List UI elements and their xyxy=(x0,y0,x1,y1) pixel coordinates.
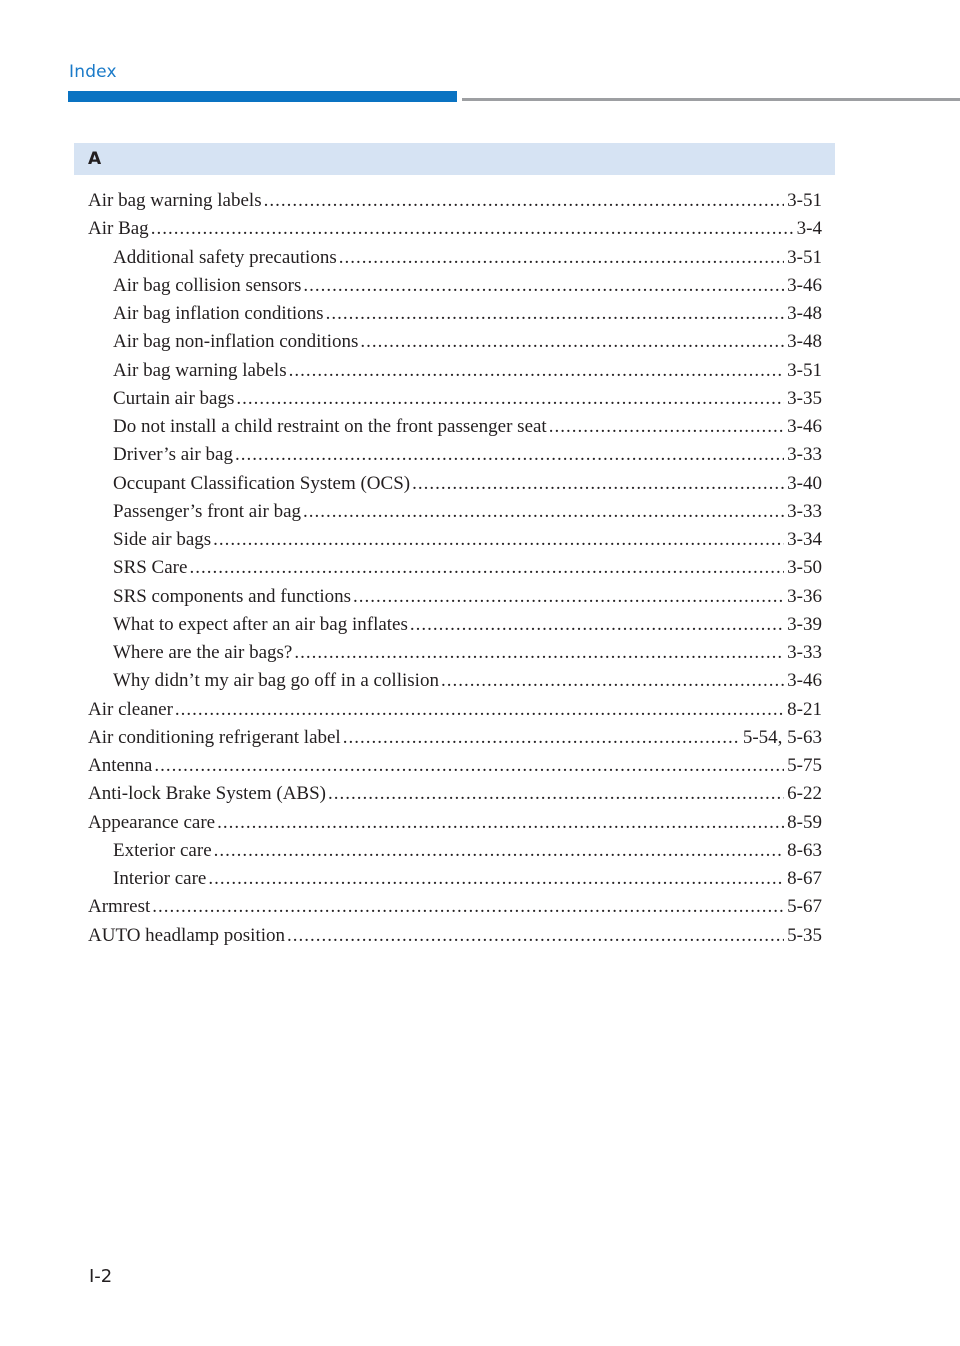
dot-leader xyxy=(326,300,785,328)
dot-leader xyxy=(549,413,784,441)
dot-leader xyxy=(303,272,784,300)
entry-label: Appearance care xyxy=(88,811,216,833)
entry-label: Air bag collision sensors xyxy=(113,274,302,296)
index-subentry xyxy=(88,328,822,356)
entry-page-reference: 3-33 xyxy=(787,500,822,522)
entry-label: Air Bag xyxy=(88,218,149,240)
entry-page-reference: 6-22 xyxy=(787,783,822,805)
dot-leader xyxy=(287,922,784,950)
entry-page-reference: 3-51 xyxy=(787,359,822,381)
entry-label: Curtain air bags xyxy=(113,387,235,409)
section-letter: A xyxy=(88,149,102,169)
entry-label: Air bag inflation conditions xyxy=(113,303,324,324)
index-entry-list xyxy=(88,187,822,950)
page-header-title: Index xyxy=(69,62,117,82)
index-section-header xyxy=(74,143,835,175)
entry-page-reference: 3-46 xyxy=(787,274,822,296)
index-subentry xyxy=(88,639,822,667)
dot-leader xyxy=(441,667,784,695)
dot-leader xyxy=(189,554,784,582)
entry-page-reference: 3-4 xyxy=(796,218,822,240)
dot-leader xyxy=(154,752,784,780)
entry-page-reference: 3-48 xyxy=(787,303,822,324)
index-subentry xyxy=(88,272,822,300)
dot-leader xyxy=(236,385,784,413)
entry-page-reference: 3-50 xyxy=(787,557,822,579)
entry-label: Air conditioning refrigerant label xyxy=(88,726,341,748)
dot-leader xyxy=(175,696,784,724)
entry-label: Side air bags xyxy=(113,529,212,550)
index-subentry xyxy=(88,554,822,582)
entry-page-reference: 3-39 xyxy=(787,613,822,635)
index-subentry xyxy=(88,526,822,554)
entry-label: Air bag non-inflation conditions xyxy=(113,331,359,353)
entry-label: Antenna xyxy=(88,755,153,776)
entry-page-reference: 8-63 xyxy=(787,839,822,861)
entry-label: Air bag warning labels xyxy=(88,190,262,211)
entry-page-reference: 5-35 xyxy=(787,924,822,946)
entry-page-reference: 8-21 xyxy=(787,698,822,720)
entry-page-reference: 3-46 xyxy=(787,416,822,437)
dot-leader xyxy=(208,865,784,893)
dot-leader xyxy=(214,837,785,865)
entry-label: Do not install a child restraint on the front passenger seat xyxy=(113,416,547,437)
index-entry xyxy=(88,809,822,837)
entry-label: Where are the air bags? xyxy=(113,642,293,663)
entry-page-reference: 3-33 xyxy=(787,642,822,663)
dot-leader xyxy=(328,780,784,808)
entry-page-reference: 3-40 xyxy=(787,472,822,494)
index-subentry xyxy=(88,441,822,469)
entry-label: Armrest xyxy=(88,896,151,918)
entry-page-reference: 5-75 xyxy=(787,755,822,776)
dot-leader xyxy=(343,724,740,752)
entry-label: What to expect after an air bag inflates xyxy=(113,613,408,635)
index-subentry xyxy=(88,413,822,441)
dot-leader xyxy=(235,441,784,469)
dot-leader xyxy=(152,893,784,921)
entry-page-reference: 3-33 xyxy=(787,444,822,466)
dot-leader xyxy=(217,809,784,837)
entry-label: Why didn’t my air bag go off in a collision xyxy=(113,670,439,692)
header-divider-rule xyxy=(462,98,960,101)
dot-leader xyxy=(353,583,784,611)
dot-leader xyxy=(410,611,784,639)
entry-label: SRS Care xyxy=(113,557,188,579)
dot-leader xyxy=(213,526,784,554)
entry-page-reference: 3-35 xyxy=(787,387,822,409)
entry-page-reference: 3-51 xyxy=(787,190,822,211)
header-accent-rule xyxy=(68,91,457,102)
index-entry xyxy=(88,893,822,921)
dot-leader xyxy=(289,357,785,385)
entry-label: Additional safety precautions xyxy=(113,246,337,268)
entry-page-reference: 3-36 xyxy=(787,585,822,607)
entry-page-reference: 8-59 xyxy=(787,811,822,833)
entry-label: Interior care xyxy=(113,868,207,889)
entry-label: Occupant Classification System (OCS) xyxy=(113,472,411,494)
dot-leader xyxy=(264,187,785,215)
index-entry xyxy=(88,780,822,808)
entry-label: Passenger’s front air bag xyxy=(113,500,302,522)
index-subentry xyxy=(88,837,822,865)
entry-label: AUTO headlamp position xyxy=(88,924,286,946)
index-subentry xyxy=(88,470,822,498)
entry-page-reference: 3-48 xyxy=(787,331,822,353)
entry-label: Driver’s air bag xyxy=(113,444,233,466)
entry-label: Anti-lock Brake System (ABS) xyxy=(88,783,327,805)
index-entry xyxy=(88,215,822,243)
index-subentry xyxy=(88,300,822,328)
entry-label: SRS components and functions xyxy=(113,585,352,607)
entry-page-reference: 8-67 xyxy=(787,868,822,889)
index-subentry xyxy=(88,865,822,893)
index-entry xyxy=(88,922,822,950)
entry-page-reference: 5-67 xyxy=(787,896,822,918)
entry-label: Exterior care xyxy=(113,839,212,861)
index-entry xyxy=(88,187,822,215)
index-subentry xyxy=(88,385,822,413)
index-subentry xyxy=(88,244,822,272)
entry-page-reference: 5-54, 5-63 xyxy=(742,726,822,748)
index-entry xyxy=(88,724,822,752)
index-entry xyxy=(88,752,822,780)
page-number: I-2 xyxy=(89,1266,113,1287)
index-subentry xyxy=(88,667,822,695)
dot-leader xyxy=(303,498,784,526)
entry-page-reference: 3-34 xyxy=(787,529,822,550)
index-subentry xyxy=(88,498,822,526)
dot-leader xyxy=(412,470,784,498)
entry-page-reference: 3-51 xyxy=(787,246,822,268)
dot-leader xyxy=(294,639,784,667)
dot-leader xyxy=(360,328,784,356)
dot-leader xyxy=(151,215,794,243)
index-entry xyxy=(88,696,822,724)
entry-page-reference: 3-46 xyxy=(787,670,822,692)
entry-label: Air bag warning labels xyxy=(113,359,287,381)
index-subentry xyxy=(88,583,822,611)
index-subentry xyxy=(88,611,822,639)
entry-label: Air cleaner xyxy=(88,698,173,720)
dot-leader xyxy=(339,244,784,272)
index-subentry xyxy=(88,357,822,385)
